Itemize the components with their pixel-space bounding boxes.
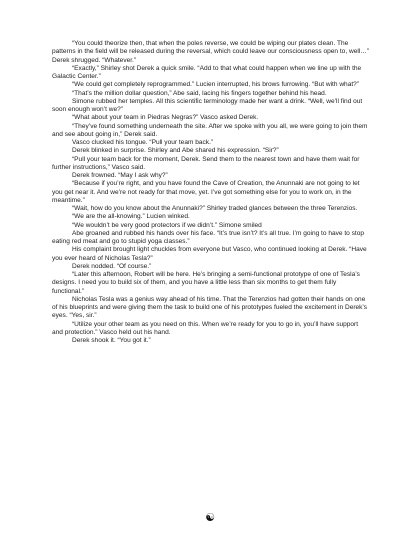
paragraph: “They’ve found something underneath the site. After we spoke with you all, we were going to join them and see about going in,” Derek said.	[52, 122, 368, 138]
paragraph: “That’s the million dollar question,” Abe said, lacing his fingers together behind his head.	[72, 89, 327, 97]
body-text	[52, 40, 370, 345]
paragraph: “Wait, how do you know about the Anunnaki?” Shirley traded glances between the three Terenzios.	[72, 205, 358, 212]
paragraph: Abe groaned and rubbed his hands over his face. “It’s true isn’t? It’s all true. I’m going to have to stop eating red meat and go to stupid yoga classes.”	[52, 229, 364, 245]
paragraph: His complaint brought light chuckles from everyone but Vasco, who continued looking at Derek. “Have you ever heard of Nicholas Tesla?”	[52, 246, 367, 262]
paragraph: Derek frowned. “May I ask why?”	[72, 172, 168, 179]
paragraph: “We are the all-knowing.” Lucien winked.	[72, 213, 190, 221]
paragraph: “Exactly,” Shirley shot Derek a quick smile. “Add to that what could happen when we line up with the Galactic Center.”	[52, 64, 362, 80]
paragraph: “What about your team in Piedras Negras?” Vasco asked Derek.	[72, 114, 259, 122]
paragraph: “You could theorize then, that when the poles reverse, we could be wiping our plates clean. The patterns in the field will be released during the reversal, which could leave our consciousness open to, well…” Derek shrugged. “Whatever.”	[52, 40, 369, 64]
paragraph: “We could get completely reprogrammed.” Lucien interrupted, his brows furrowing. “But with what?”	[72, 81, 359, 89]
paragraph: Derek shook it. “You got it.”	[72, 337, 151, 344]
paragraph: Derek blinked in surprise. Shirley and Abe shared his expression. “Sir?”	[72, 147, 279, 155]
paragraph: Simone rubbed her temples. All this scientific terminology made her want a drink. “Well, we’ll find out soon enough won’t we?”	[52, 97, 363, 113]
paragraph: Vasco clucked his tongue. “Pull your team back.”	[72, 139, 214, 146]
paragraph: “Later this afternoon, Robert will be here. He’s bringing a semi-functional prototype of one of Tesla’s designs. I need you to build six of them, and you have a little less than six months to get them fully functional.”	[52, 271, 360, 295]
paragraph: Derek nodded. “Of course.”	[72, 262, 152, 270]
paragraph: “Because if you’re right, and you have found the Cave of Creation, the Anunnaki are not going to let you get near it. And we’re not ready for that move, yet. I’ve got something else for you to work on, in the meantime.”	[52, 180, 360, 204]
paragraph: “We wouldn’t be very good protectors if we didn’t.” Simone smiled	[72, 221, 262, 229]
paragraph: Nicholas Tesla was a genius way ahead of his time. That the Terenzios had gotten their hands on one of his blueprints and were giving them the task to build one of his prototypes fueled the excitement in Derek’s eyes. “Yes, sir.”	[52, 295, 368, 320]
yin-yang-icon: ☯	[205, 511, 215, 524]
paragraph: “Utilize your other team as you need on this. When we’re ready for you to go in, you’ll have support and protection.” Vasco held out his hand.	[52, 320, 359, 336]
paragraph: “Pull your team back for the moment, Derek. Send them to the nearest town and have them wait for further instructions,” Vasco said.	[52, 155, 360, 171]
